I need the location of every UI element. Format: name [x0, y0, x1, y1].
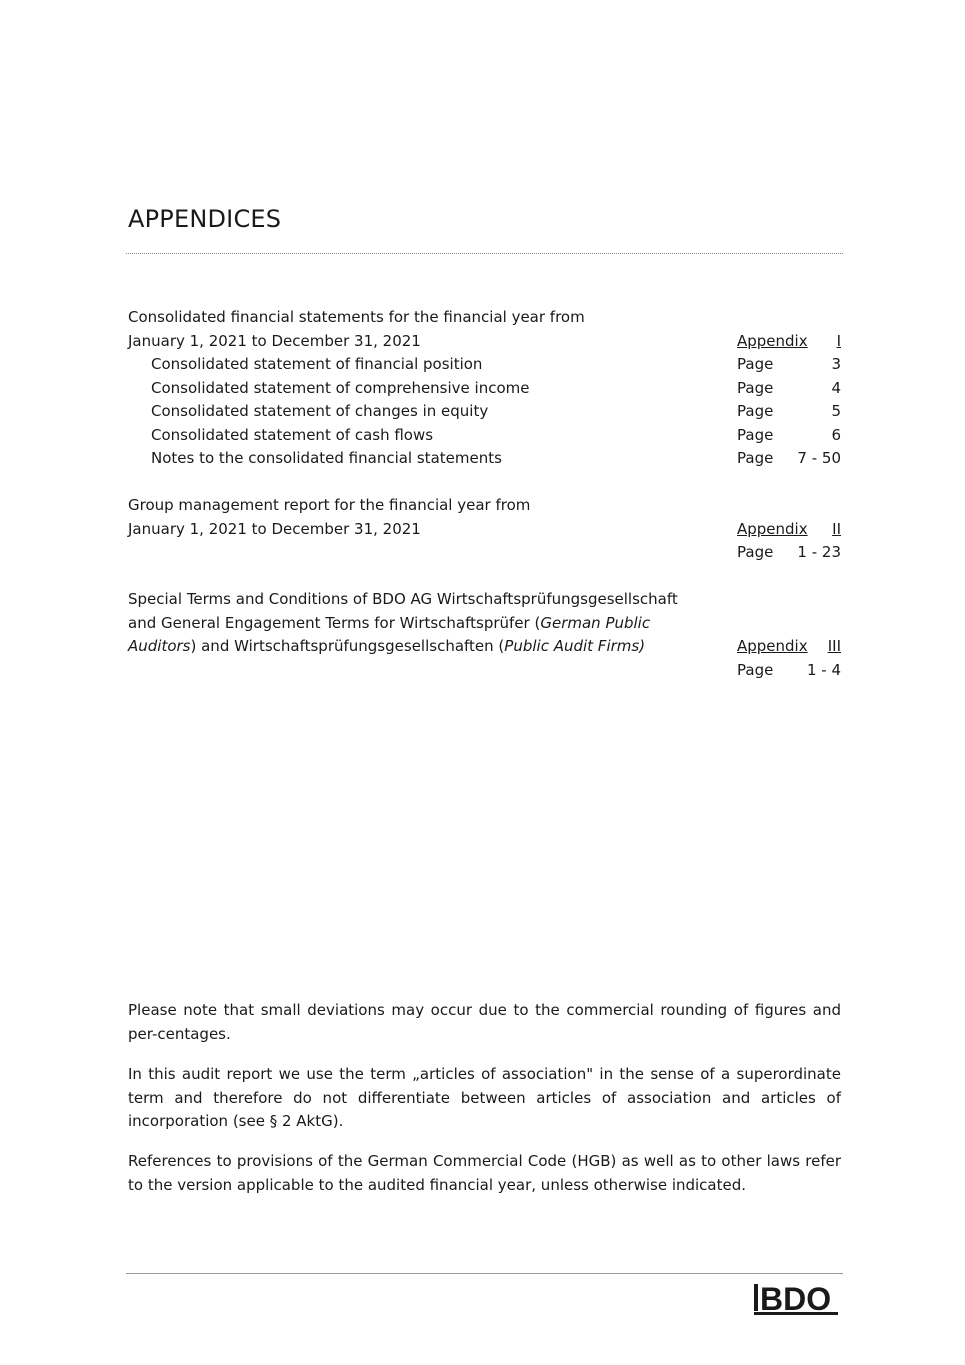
section-2-appendix-ref[interactable] [737, 518, 841, 540]
note-references: References to provisions of the German Commercial Code (HGB) as well as to other laws refer to the version applicable to the audited financial year, unless otherwise indicated. [128, 1152, 841, 1194]
section-1-appendix-ref[interactable] [737, 330, 841, 352]
section-3-heading-line1: Special Terms and Conditions of BDO AG Wirtschaftsprüfungsgesellschaft [128, 590, 678, 608]
toc-item[interactable]: Consolidated statement of changes in equity [151, 402, 489, 420]
toc-item-page: Page 5 [737, 402, 841, 420]
section-3-appendix-ref[interactable] [737, 635, 841, 657]
appendix-number: III [827, 637, 841, 655]
section-1-heading-line1: Consolidated financial statements for the financial year from [128, 308, 585, 326]
toc-item[interactable]: Notes to the consolidated financial statements [151, 449, 502, 467]
appendix-number: I [836, 332, 841, 350]
appendix-label: Appendix [737, 520, 808, 538]
toc-item[interactable]: Consolidated statement of comprehensive income [151, 379, 530, 397]
appendix-label: Appendix [737, 637, 808, 655]
toc-item-page: Page 6 [737, 426, 841, 444]
logo-text: BDO [760, 1282, 832, 1317]
toc-item[interactable]: Consolidated statement of cash flows [151, 426, 434, 444]
toc-item-page: Page 3 [737, 355, 841, 373]
note-articles: In this audit report we use the term „articles of association" in the sense of a superordinate term and therefore do not differentiate between articles of association and articles of incorporation (see § 2 AktG). [128, 1065, 841, 1130]
bdo-logo-icon [752, 1282, 840, 1320]
title-divider [126, 253, 843, 254]
appendix-label: Appendix [737, 332, 808, 350]
section-2-heading-line1: Group management report for the financial year from [128, 496, 531, 514]
section-2-page-range: Page 1 - 23 [737, 543, 841, 561]
note-rounding: Please note that small deviations may occur due to the commercial rounding of figures and per-centages. [128, 1001, 841, 1043]
section-3-heading-line2: and General Engagement Terms for Wirtschaftsprüfer (German Public [128, 614, 651, 632]
section-1-heading-line2: January 1, 2021 to December 31, 2021 [128, 332, 421, 350]
page-title: APPENDICES [128, 205, 282, 233]
toc-item-page: Page 7 - 50 [737, 449, 841, 467]
section-3-heading-line3: Auditors) and Wirtschaftsprüfungsgesellschaften (Public Audit Firms) [128, 637, 646, 655]
toc-item-page: Page 4 [737, 379, 841, 397]
bdo-logo [752, 1282, 840, 1320]
appendix-number: II [832, 520, 841, 538]
footer-divider [126, 1273, 843, 1274]
section-2-heading-line2: January 1, 2021 to December 31, 2021 [128, 520, 421, 538]
toc-item[interactable]: Consolidated statement of financial position [151, 355, 483, 373]
section-3-page-range: Page 1 - 4 [737, 661, 841, 679]
